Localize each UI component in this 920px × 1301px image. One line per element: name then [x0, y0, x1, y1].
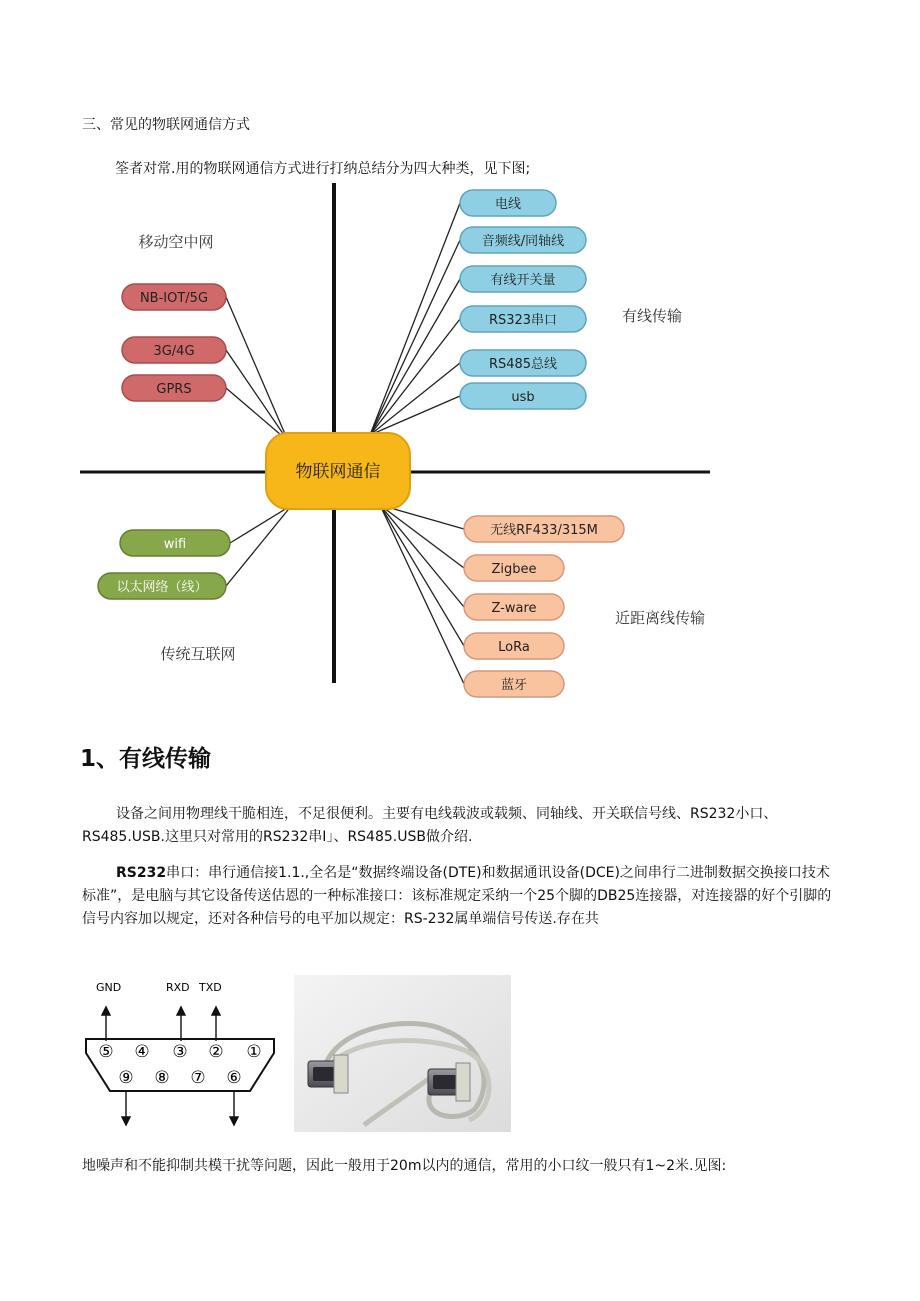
paragraph-rs232-text: 串口：串行通信接1.1.,全名是“数据终端设备(DTE)和数据通讯设备(DCE)之间串行二进制数据交换接口技术标准”，是电脑与其它设备传送估恩的一种标准接口：该标准规定采纳一个25个脚的DB25连接器，对连接器的好个引脚的信号内容加以规定，还对各种信号的电平加以规定：RS-232属单端信号传送.存在共: [82, 865, 832, 927]
pin-9: ⑨: [118, 1068, 134, 1088]
paragraph-wired-intro: [82, 803, 842, 849]
quadrant-label-traditional: 传统互联网: [160, 645, 236, 663]
pin-label-rxd: RXD: [166, 981, 190, 994]
quadrant-label-short-range: 近距离线传输: [614, 609, 706, 627]
pin-2: ②: [208, 1042, 224, 1062]
short_range-node-label: Zigbee: [491, 562, 537, 577]
wired-node-label: RS485总线: [488, 357, 558, 372]
connector-line: [370, 240, 460, 435]
wired-node-label: usb: [511, 390, 535, 405]
paragraph-rs232: [82, 862, 842, 931]
connector-line: [226, 297, 288, 441]
connector-line: [230, 505, 292, 543]
connector-line: [226, 505, 292, 586]
pin-4: ④: [134, 1042, 150, 1062]
quadrant-label-mobile: 移动空中网: [138, 233, 214, 251]
paragraph-wired-intro-text: 设备之间用物理线干脆相连，不足很便利。主要有电线载波或载频、同轴线、开关联信号线、RS232小口、RS485.USB.这里只对常用的RS232串Ⅰ」、RS485.USB做介绍.: [82, 806, 778, 845]
intro-paragraph: 筌者对常.用的物联网通信方式进行打纳总结分为四大种类，见下图;: [115, 161, 531, 177]
pin-5: ⑤: [98, 1042, 114, 1062]
connector-line: [370, 279, 460, 435]
pin-label-gnd: GND: [96, 981, 122, 994]
pins-top-row: [98, 1042, 261, 1062]
mobile-node-label: NB-IOT/5G: [139, 291, 209, 306]
heading-wired-transmission: 1、有线传输: [80, 746, 212, 772]
pin-6: ⑥: [226, 1068, 242, 1088]
serial-cable-photo: [294, 975, 511, 1132]
db9-pinout-figure: [80, 975, 280, 1130]
short_range-node-label: 无线RF433/315M: [490, 523, 598, 538]
traditional-node-label: wifi: [163, 537, 187, 552]
wired-node-label: 音频线/同轴线: [481, 234, 565, 249]
pin-label-txd: TXD: [199, 981, 222, 994]
wired-node-label: RS323串口: [488, 313, 558, 328]
pin-8: ⑧: [154, 1068, 170, 1088]
short_range-node-label: LoRa: [498, 640, 530, 655]
pin-3: ③: [172, 1042, 188, 1062]
short_range-node-label: Z-ware: [491, 601, 537, 616]
wired-node-label: 有线开关量: [490, 273, 556, 288]
connector-line: [380, 505, 464, 646]
connector-line: [380, 505, 464, 607]
connector-line: [380, 505, 464, 568]
pin-7: ⑦: [190, 1068, 206, 1088]
mobile-node-label: GPRS: [156, 382, 192, 397]
wired-node-label: 电线: [494, 197, 522, 212]
short_range-node-label: 蓝牙: [500, 678, 528, 693]
rs232-term: RS232: [116, 865, 167, 881]
quadrant-label-wired: 有线传输: [621, 307, 683, 325]
paragraph-rs232-distance: 地噪声和不能抑制共模干扰等问题，因此一般用于20m以内的通信，常用的小口纹一般只有1~2米.见图:: [82, 1158, 727, 1174]
traditional-node-label: 以太网络（线）: [116, 580, 208, 595]
iot-communication-diagram: [80, 183, 712, 708]
mobile-node-label: 3G/4G: [153, 344, 195, 359]
signal-arrows: [102, 1007, 238, 1125]
pins-bottom-row: [118, 1068, 241, 1088]
center-node-label: 物联网通信: [295, 462, 381, 482]
connector-line: [380, 505, 464, 684]
connector-line: [370, 203, 460, 435]
pin-1: ①: [246, 1042, 262, 1062]
section-heading: 三、常见的物联网通信方式: [82, 117, 250, 133]
